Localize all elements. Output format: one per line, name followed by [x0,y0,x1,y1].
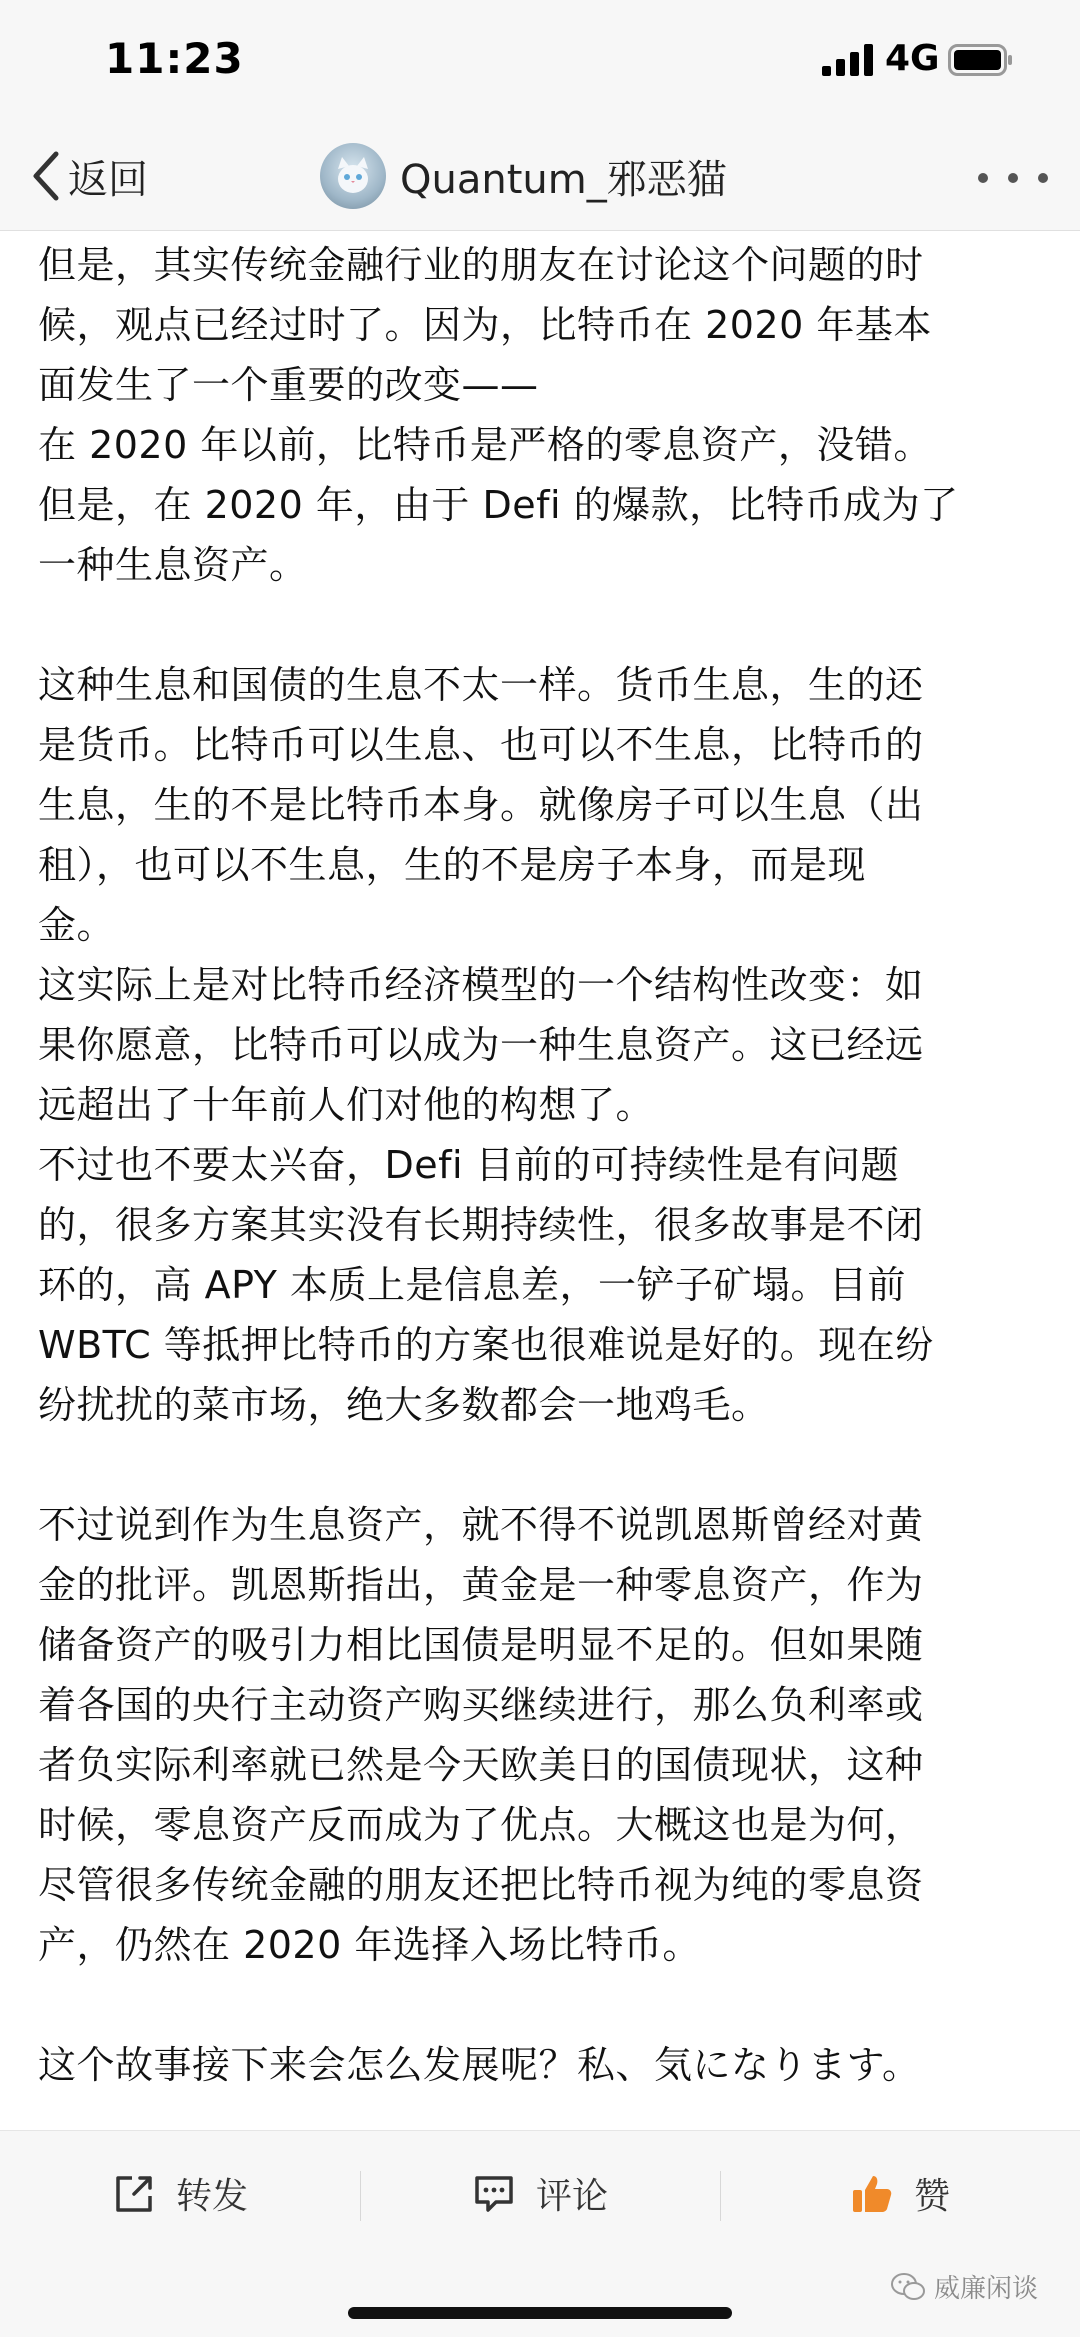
article-line: 在 2020 年以前，比特币是严格的零息资产，没错。 [38,423,932,467]
article-line: 是货币。比特币可以生息、也可以不生息，比特币的 [38,723,924,767]
article-line: 一种生息资产。 [38,543,308,587]
article-line: 这个故事接下来会怎么发展呢？私、気になります。 [38,2043,921,2087]
like-button[interactable] [850,2131,950,2256]
back-button[interactable] [28,143,148,209]
article-line: 时候，零息资产反而成为了优点。大概这也是为何， [38,1803,924,1847]
article-line: 产，仍然在 2020 年选择入场比特币。 [38,1923,701,1967]
article-line: 但是，在 2020 年，由于 Defi 的爆款，比特币成为了 [38,483,959,527]
article-line: 不过说到作为生息资产，就不得不说凯恩斯曾经对黄 [38,1503,924,1547]
more-dot-icon [1008,173,1018,183]
network-label: 4G [885,38,940,79]
status-time: 11:23 [105,34,244,83]
article-line: 金的批评。凯恩斯指出，黄金是一种零息资产，作为 [38,1563,924,1607]
status-bar [0,0,1080,125]
battery-icon [948,44,1014,76]
article-line: 尽管很多传统金融的朋友还把比特币视为纯的零息资 [38,1863,924,1907]
article-line: 着各国的央行主动资产购买继续进行，那么负利率或 [38,1683,924,1727]
article-body [38,235,1048,2095]
article-line: 面发生了一个重要的改变—— [38,363,539,407]
comment-label: 评论 [536,2176,609,2217]
article-line: 者负实际利率就已然是今天欧美日的国债现状，这种 [38,1743,924,1787]
wechat-icon [890,2272,926,2302]
username[interactable]: Quantum_邪恶猫 [400,156,727,203]
article-line: 远超出了十年前人们对他的构想了。 [38,1083,655,1127]
avatar[interactable] [320,143,386,209]
repost-button[interactable] [112,2131,248,2256]
chevron-left-icon [28,148,62,204]
more-dot-icon [978,173,988,183]
more-dot-icon [1038,173,1048,183]
article-line: 这种生息和国债的生息不太一样。货币生息，生的还 [38,663,924,707]
back-label: 返回 [68,156,148,203]
article-line: 果你愿意，比特币可以成为一种生息资产。这已经远 [38,1023,924,1067]
watermark [890,2268,1038,2305]
article-line: 环的，高 APY 本质上是信息差，一铲子矿塌。目前 [38,1263,906,1307]
article-line: 租），也可以不生息，生的不是房子本身，而是现 [38,843,867,887]
article-line: WBTC 等抵押比特币的方案也很难说是好的。现在纷 [38,1323,934,1367]
article-line: 这实际上是对比特币经济模型的一个结构性改变：如 [38,963,924,1007]
article-line: 纷扰扰的菜市场，绝大多数都会一地鸡毛。 [38,1383,770,1427]
repost-label: 转发 [176,2176,249,2217]
article-line: 候，观点已经过时了。因为，比特币在 2020 年基本 [38,303,932,347]
article-line: 储备资产的吸引力相比国债是明显不足的。但如果随 [38,1623,924,1667]
comment-icon [472,2172,516,2216]
user-profile-link[interactable] [320,139,727,213]
paragraph-gap [38,1435,1048,1495]
paragraph-gap [38,595,1048,655]
action-bar [0,2130,1080,2256]
home-indicator[interactable] [348,2307,732,2319]
article-line: 不过也不要太兴奋，Defi 目前的可持续性是有问题 [38,1143,900,1187]
article-line: 生息，生的不是比特币本身。就像房子可以生息（出 [38,783,924,827]
action-divider [720,2171,721,2221]
article-line: 金。 [38,903,116,947]
signal-icon [822,44,874,76]
comment-button[interactable] [472,2131,608,2256]
more-button[interactable] [978,153,1048,203]
watermark-text: 威廉闲谈 [934,2274,1039,2304]
share-icon [112,2172,156,2216]
nav-bar [0,125,1080,231]
article-line: 但是，其实传统金融行业的朋友在讨论这个问题的时 [38,243,924,287]
thumbs-up-icon [850,2172,894,2216]
paragraph-gap [38,1975,1048,2035]
article-line: 的，很多方案其实没有长期持续性，很多故事是不闭 [38,1203,924,1247]
like-label: 赞 [914,2176,951,2217]
cat-avatar-icon [332,155,374,197]
action-divider [360,2171,361,2221]
